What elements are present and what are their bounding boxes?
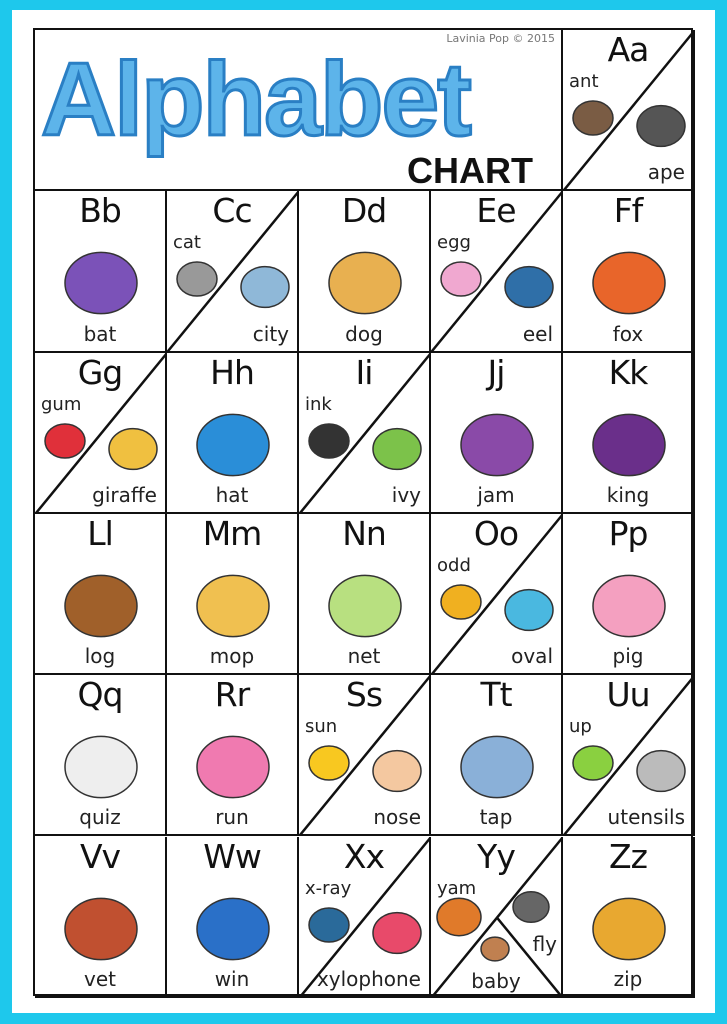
word-label: ant xyxy=(569,71,599,92)
x-ray-picture xyxy=(307,903,351,947)
letter-pair: Ii xyxy=(355,352,373,392)
letter-pair: Kk xyxy=(608,352,648,392)
letter-pair: Dd xyxy=(341,191,387,231)
letter-cell-d xyxy=(299,191,431,352)
word-label: fly xyxy=(532,931,557,956)
letter-cell-p xyxy=(563,514,695,675)
letter-cell-h xyxy=(167,353,299,514)
letter-pair: Zz xyxy=(609,836,647,876)
letter-pair: Ll xyxy=(87,513,113,553)
giraffe-picture xyxy=(107,423,159,475)
letter-cell-a xyxy=(563,30,695,191)
dog-picture xyxy=(327,245,403,321)
egg-picture xyxy=(439,257,483,301)
letter-pair: Uu xyxy=(606,675,650,715)
letter-pair: Hh xyxy=(210,352,254,392)
eel-picture xyxy=(503,261,555,313)
word-label: giraffe xyxy=(92,482,157,507)
letter-pair: Mm xyxy=(202,513,262,553)
word-label: egg xyxy=(437,232,471,254)
letter-pair: Jj xyxy=(487,352,505,392)
zip-picture xyxy=(591,891,667,967)
word-label: vet xyxy=(84,966,116,991)
letter-cell-m xyxy=(167,514,299,675)
alphabet-grid xyxy=(33,28,693,996)
word-label: baby xyxy=(471,968,521,993)
letter-cell-l xyxy=(35,514,167,675)
word-label: xylophone xyxy=(316,966,421,991)
yam-picture xyxy=(435,893,483,941)
word-label: fox xyxy=(612,321,644,346)
page-subtitle: CHART xyxy=(407,150,533,191)
letter-pair: Cc xyxy=(212,191,252,231)
letter-pair: Pp xyxy=(608,513,648,553)
word-label: net xyxy=(347,644,381,669)
letter-cell-r xyxy=(167,675,299,836)
run-picture xyxy=(195,729,271,805)
word-label: pig xyxy=(612,644,644,669)
word-label: eel xyxy=(522,321,553,346)
word-label: mop xyxy=(209,644,255,669)
quiz-picture xyxy=(63,729,139,805)
letter-pair: Xx xyxy=(343,836,385,876)
gum-picture xyxy=(43,419,87,463)
net-picture xyxy=(327,568,403,644)
letter-pair: Bb xyxy=(79,191,121,231)
letter-pair: Vv xyxy=(79,836,121,876)
word-label: tap xyxy=(479,805,513,830)
win-picture xyxy=(195,891,271,967)
word-label: utensils xyxy=(607,805,685,830)
letter-pair: Ee xyxy=(476,191,516,231)
letter-pair: Ww xyxy=(203,836,261,876)
pig-picture xyxy=(591,568,667,644)
word-label: x-ray xyxy=(305,877,352,899)
word-label: hat xyxy=(215,482,249,507)
sun-picture xyxy=(307,741,351,785)
utensils-picture xyxy=(635,745,687,797)
word-label: ink xyxy=(305,393,332,415)
king-picture xyxy=(591,407,667,483)
word-label: win xyxy=(214,966,250,991)
bat-picture xyxy=(63,245,139,321)
letter-cell-j xyxy=(431,353,563,514)
word-label: oval xyxy=(511,644,553,669)
fox-picture xyxy=(591,245,667,321)
word-label: dog xyxy=(345,321,383,346)
ink-picture xyxy=(307,419,351,463)
word-label: yam xyxy=(437,877,477,899)
log-picture xyxy=(63,568,139,644)
up-picture xyxy=(571,741,615,785)
nose-picture xyxy=(371,745,423,797)
letter-cell-k xyxy=(563,353,695,514)
hat-picture xyxy=(195,407,271,483)
letter-pair: Yy xyxy=(477,836,515,876)
word-label: ape xyxy=(647,160,685,185)
title-cell xyxy=(35,30,563,191)
letter-pair: Aa xyxy=(607,30,649,69)
word-label: ivy xyxy=(391,482,421,507)
letter-cell-y xyxy=(431,837,563,998)
city-picture xyxy=(239,261,291,313)
word-label: city xyxy=(252,321,289,346)
ant-picture xyxy=(571,96,615,140)
word-label: bat xyxy=(83,321,117,346)
word-label: gum xyxy=(41,393,82,415)
page-title: Alphabet xyxy=(41,42,470,158)
letter-cell-w xyxy=(167,837,299,998)
letter-cell-f xyxy=(563,191,695,352)
word-label: king xyxy=(606,482,650,507)
letter-pair: Qq xyxy=(77,675,123,715)
word-label: up xyxy=(569,716,592,738)
oval-picture xyxy=(503,584,555,636)
letter-cell-o xyxy=(431,514,563,675)
letter-cell-t xyxy=(431,675,563,836)
credit-text: Lavinia Pop © 2015 xyxy=(446,32,555,45)
letter-cell-g xyxy=(35,353,167,514)
fly-picture xyxy=(511,887,551,927)
letter-pair: Ss xyxy=(345,675,383,715)
word-label: run xyxy=(215,805,249,830)
mop-picture xyxy=(195,568,271,644)
letter-cell-b xyxy=(35,191,167,352)
letter-cell-s xyxy=(299,675,431,836)
letter-cell-x xyxy=(299,837,431,998)
baby-picture xyxy=(479,933,511,965)
word-label: jam xyxy=(477,482,515,507)
letter-pair: Oo xyxy=(473,513,519,553)
letter-pair: Rr xyxy=(214,675,250,715)
letter-pair: Tt xyxy=(480,675,512,715)
letter-cell-e xyxy=(431,191,563,352)
letter-cell-n xyxy=(299,514,431,675)
letter-pair: Nn xyxy=(342,513,386,553)
letter-pair: Gg xyxy=(77,352,123,392)
letter-cell-z xyxy=(563,837,695,998)
word-label: odd xyxy=(437,554,471,576)
word-label: cat xyxy=(173,232,201,254)
letter-cell-v xyxy=(35,837,167,998)
word-label: zip xyxy=(613,966,643,991)
letter-cell-c xyxy=(167,191,299,352)
ape-picture xyxy=(635,100,687,152)
jam-picture xyxy=(459,407,535,483)
cat-picture xyxy=(175,257,219,301)
letter-pair: Ff xyxy=(613,191,643,231)
word-label: quiz xyxy=(79,805,121,830)
tap-picture xyxy=(459,729,535,805)
letter-cell-i xyxy=(299,353,431,514)
letter-cell-q xyxy=(35,675,167,836)
word-label: nose xyxy=(373,805,421,830)
letter-cell-u xyxy=(563,675,695,836)
vet-picture xyxy=(63,891,139,967)
word-label: sun xyxy=(305,716,338,738)
odd-picture xyxy=(439,580,483,624)
xylophone-picture xyxy=(371,907,423,959)
word-label: log xyxy=(84,644,116,669)
ivy-picture xyxy=(371,423,423,475)
